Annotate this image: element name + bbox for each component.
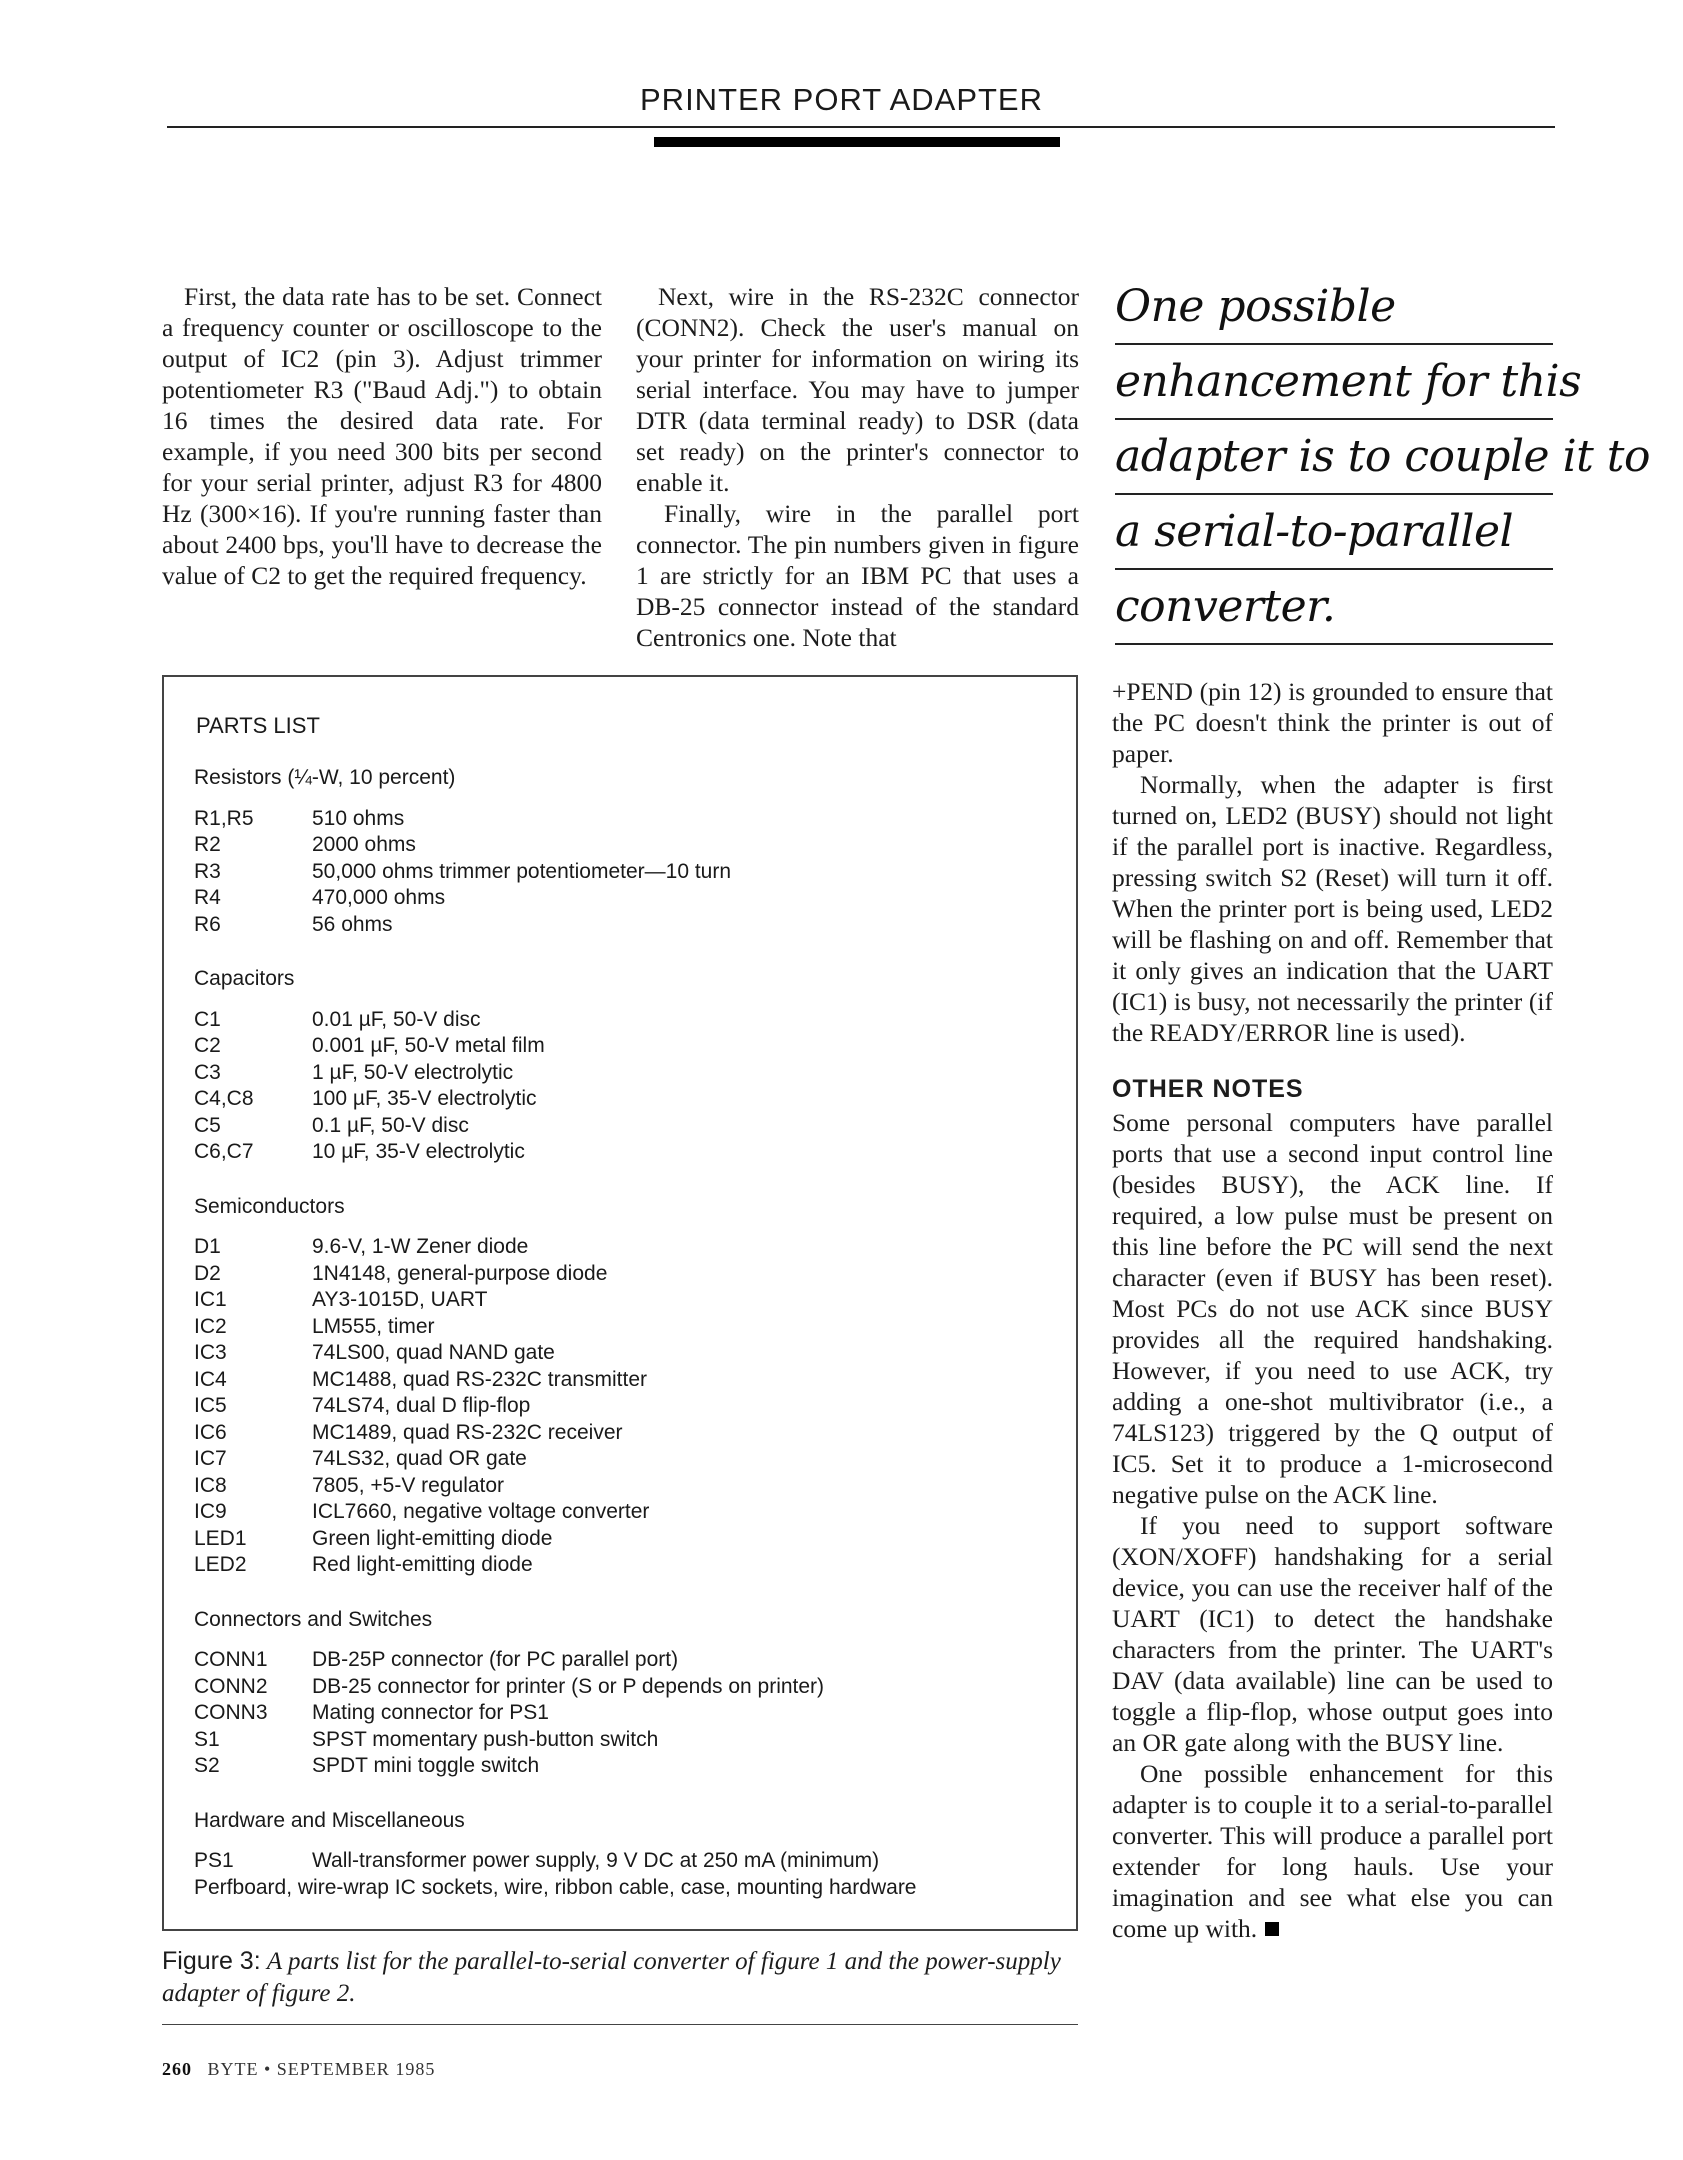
part-row [194, 1113, 1054, 1140]
part-ref: IC6 [194, 1420, 227, 1444]
part-desc: Wall-transformer power supply, 9 V DC at 250 mA (minimum) [312, 1849, 880, 1872]
part-row [194, 1086, 1054, 1113]
section-title: Resistors (¼-W, 10 percent) [194, 766, 456, 789]
pull-quote [1115, 270, 1650, 645]
header-bar [654, 137, 1060, 147]
part-ref: IC2 [194, 1314, 227, 1338]
part-row [194, 885, 1054, 912]
part-ref: IC7 [194, 1447, 227, 1470]
part-ref: IC1 [194, 1288, 227, 1311]
part-ref: IC5 [194, 1394, 227, 1417]
caption-rule [162, 2024, 1078, 2025]
parts-section-connectors [194, 1607, 1054, 1780]
misc-hardware-line: Perfboard, wire-wrap IC sockets, wire, ribbon cable, case, mounting hardware [194, 1875, 917, 1899]
parts-section-hardware [194, 1808, 1054, 1902]
part-desc: 0.001 µF, 50-V metal film [312, 1034, 545, 1057]
part-desc: DB-25P connector (for PC parallel port) [312, 1648, 679, 1671]
part-desc: 0.01 µF, 50-V disc [312, 1007, 481, 1031]
part-row [194, 1261, 1054, 1288]
part-row [194, 1340, 1054, 1367]
part-ref: C6,C7 [194, 1140, 254, 1163]
part-row [194, 1552, 1054, 1579]
part-row [194, 1287, 1054, 1314]
part-row [194, 1473, 1054, 1500]
body-paragraph [1112, 1758, 1553, 1944]
section-title: Semiconductors [194, 1194, 345, 1218]
body-paragraph: Next, wire in the RS-232C connector (CONN2). Check the user's manual on your printer for information on wiring its serial interface. You may have to jumper DTR (data terminal ready) to DSR (data set ready) on the printer's connector to enable it. [636, 282, 1079, 497]
part-desc: 74LS32, quad OR gate [312, 1447, 527, 1470]
part-desc: 74LS74, dual D flip-flop [312, 1394, 531, 1417]
part-desc: 50,000 ohms trimmer potentiometer—10 turn [312, 859, 732, 883]
part-desc: SPDT mini toggle switch [312, 1754, 540, 1777]
part-desc: 10 µF, 35-V electrolytic [312, 1140, 525, 1163]
part-row [194, 1727, 1054, 1754]
part-ref: IC8 [194, 1473, 227, 1497]
section-heading: OTHER NOTES [1112, 1075, 1304, 1103]
part-desc: MC1489, quad RS-232C receiver [312, 1420, 623, 1444]
part-ref: D2 [194, 1261, 221, 1285]
pull-quote-line: a serial-to-parallel [1115, 495, 1553, 570]
part-row [194, 1499, 1054, 1526]
part-row [194, 1647, 1054, 1674]
pull-quote-line: enhancement for this [1115, 345, 1553, 420]
column-right [1112, 676, 1553, 1944]
part-desc: Green light-emitting diode [312, 1526, 553, 1550]
parts-section-semiconductors [194, 1194, 1054, 1579]
part-row [194, 1007, 1054, 1034]
end-mark-icon [1265, 1922, 1279, 1936]
part-row [194, 1420, 1054, 1447]
part-ref: IC3 [194, 1341, 227, 1364]
part-desc: MC1488, quad RS-232C transmitter [312, 1367, 647, 1391]
part-desc: LM555, timer [312, 1314, 435, 1338]
part-ref: C3 [194, 1060, 221, 1084]
body-paragraph: Normally, when the adapter is first turned on, LED2 (BUSY) should not light if the parallel port is inactive. Regardless, pressing switch S2 (Reset) will turn it off. When the printer port is being used, LED2 will be flashing on and off. Remember that it only gives an indication that the UART (IC1) is busy, not necessarily the printer (if the READY/ERROR line is used). [1112, 770, 1553, 1047]
part-desc: DB-25 connector for printer (S or P depends on printer) [312, 1674, 825, 1698]
part-desc: 1N4148, general-purpose diode [312, 1261, 608, 1285]
part-ref: IC9 [194, 1500, 227, 1523]
part-ref: D1 [194, 1235, 221, 1258]
pull-quote-line: One possible [1115, 270, 1553, 345]
parts-section-capacitors [194, 966, 1054, 1166]
section-title: Connectors and Switches [194, 1607, 433, 1631]
part-row [194, 859, 1054, 886]
parts-section-resistors [194, 765, 1054, 938]
part-row [194, 1367, 1054, 1394]
section-title: Hardware and Miscellaneous [194, 1808, 465, 1832]
part-row [194, 1033, 1054, 1060]
footer-publication: BYTE • SEPTEMBER 1985 [207, 2059, 436, 2079]
part-ref: R4 [194, 886, 221, 909]
body-paragraph: Finally, wire in the parallel port connector. The pin numbers given in figure 1 are strictly for an IBM PC that uses a DB-25 connector instead of the standard Centronics one. Note that [636, 499, 1079, 652]
part-row [194, 1700, 1054, 1727]
part-ref: C4,C8 [194, 1087, 254, 1110]
part-ref: CONN1 [194, 1648, 268, 1671]
column-left [162, 281, 602, 591]
part-row [194, 1446, 1054, 1473]
part-desc: ICL7660, negative voltage converter [312, 1500, 650, 1523]
body-paragraph: If you need to support software (XON/XOFF) handshaking for a serial device, you can use the receiver half of the UART (IC1) to detect the handshake characters from the printer. The UART's DAV (data available) line can be used to toggle a flip-flop, whose output goes into an OR gate along with the BUSY line. [1112, 1511, 1553, 1757]
parts-list-title: PARTS LIST [196, 713, 320, 738]
part-ref: R6 [194, 912, 221, 936]
part-ref: PS1 [194, 1849, 234, 1872]
part-desc: AY3-1015D, UART [312, 1288, 488, 1311]
figure-label: Figure 3: [162, 1947, 261, 1975]
part-row [194, 1848, 1054, 1875]
part-row [194, 1674, 1054, 1701]
part-desc: SPST momentary push-button switch [312, 1727, 659, 1751]
part-ref: C1 [194, 1007, 221, 1031]
parts-list-box [162, 675, 1078, 1931]
part-ref: LED2 [194, 1553, 247, 1576]
part-ref: CONN2 [194, 1674, 268, 1698]
part-desc: 7805, +5-V regulator [312, 1473, 505, 1497]
parts-list-body [194, 765, 1054, 1929]
pull-quote-line: adapter is to couple it to [1115, 420, 1553, 495]
column-middle [636, 281, 1079, 653]
pull-quote-line: converter. [1115, 570, 1553, 645]
part-desc: 2000 ohms [312, 833, 416, 856]
body-paragraph: Some personal computers have parallel ports that use a second input control line (besides BUSY), the ACK line. If required, a low pulse must be present on this line before the PC will send the next character (even if BUSY has been reset). Most PCs do not use ACK since BUSY provides all the required handshaking. However, if you need to use ACK, try adding a one-shot multivibrator (i.e., a 74LS123) triggered by the Q output of IC5. Set it to produce a 1-microsecond negative pulse on the ACK line. [1112, 1108, 1553, 1509]
part-desc: 510 ohms [312, 806, 405, 830]
part-desc: 9.6-V, 1-W Zener diode [312, 1235, 529, 1258]
part-ref: S1 [194, 1727, 220, 1751]
part-row [194, 1753, 1054, 1780]
header-rule [167, 126, 1555, 128]
part-desc: 1 µF, 50-V electrolytic [312, 1060, 514, 1084]
part-ref: IC4 [194, 1367, 227, 1391]
body-paragraph: First, the data rate has to be set. Connect a frequency counter or oscilloscope to the output of IC2 (pin 3). Adjust trimmer potentiometer R3 ("Baud Adj.") to obtain 16 times the desired data rate. For example, if you need 300 bits per second for your serial printer, adjust R3 for 4800 Hz (300×16). If you're running faster than about 2400 bps, you'll have to decrease the value of C2 to get the required frequency. [162, 282, 602, 590]
part-desc: 74LS00, quad NAND gate [312, 1341, 555, 1364]
part-desc: 100 µF, 35-V electrolytic [312, 1087, 537, 1110]
part-ref: R2 [194, 833, 221, 856]
part-row [194, 912, 1054, 939]
part-row [194, 1393, 1054, 1420]
part-desc: 0.1 µF, 50-V disc [312, 1113, 469, 1137]
body-paragraph: +PEND (pin 12) is grounded to ensure that the PC doesn't think the printer is out of paper. [1112, 677, 1553, 768]
part-ref: C5 [194, 1113, 221, 1137]
part-row [194, 1314, 1054, 1341]
section-title: Capacitors [194, 967, 295, 990]
part-desc: 56 ohms [312, 912, 393, 936]
part-row [194, 806, 1054, 833]
closing-text: One possible enhancement for this adapter is to couple it to a serial-to-parallel converter. This will produce a parallel port extender for long hauls. Use your imagination and see what else you can come up with. [1112, 1759, 1553, 1943]
part-ref: R1,R5 [194, 806, 254, 830]
part-row [194, 1526, 1054, 1553]
part-desc: 470,000 ohms [312, 886, 446, 909]
page-footer [162, 2059, 435, 2080]
part-ref: C2 [194, 1034, 221, 1057]
part-row [194, 1139, 1054, 1166]
part-desc: Mating connector for PS1 [312, 1701, 549, 1724]
part-row [194, 1060, 1054, 1087]
figure-caption [162, 1945, 1078, 2010]
part-desc: Red light-emitting diode [312, 1553, 533, 1576]
caption-text: A parts list for the parallel-to-serial converter of figure 1 and the power-supply adapter of figure 2. [162, 1948, 1061, 2007]
part-ref: S2 [194, 1754, 220, 1777]
part-ref: R3 [194, 859, 221, 883]
part-ref: LED1 [194, 1526, 247, 1550]
part-row [194, 1234, 1054, 1261]
part-row [194, 832, 1054, 859]
page-number: 260 [162, 2059, 192, 2079]
running-head: PRINTER PORT ADAPTER [640, 82, 1043, 117]
part-ref: CONN3 [194, 1701, 268, 1724]
